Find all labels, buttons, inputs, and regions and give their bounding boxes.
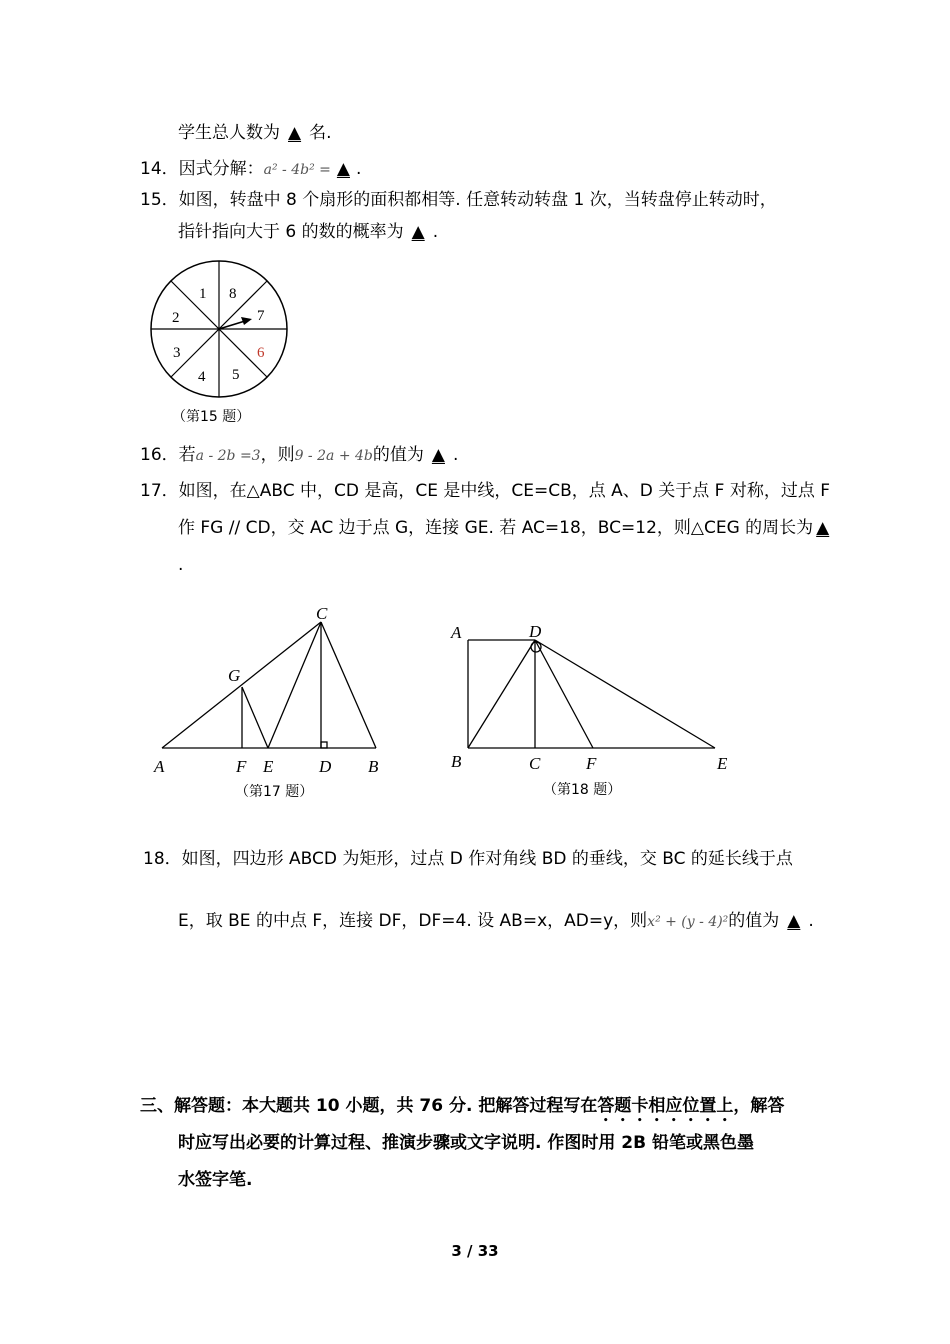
fig18-label-F: F xyxy=(586,754,597,773)
question-17-line3: . xyxy=(178,555,184,575)
q15-after: . xyxy=(432,222,439,242)
fig18-label-B: B xyxy=(451,752,462,771)
q18-text2: E，取 BE 的中点 F，连接 DF，DF=4. 设 AB=x，AD=y，则 xyxy=(178,911,648,931)
q16-expression: 9 - 2a + 4b xyxy=(294,448,373,464)
q15-text2: 指针指向大于 6 的数的概率为 xyxy=(178,222,404,242)
q16-pre: 若 xyxy=(178,445,196,465)
figure-18 xyxy=(445,615,745,780)
q18-number: 18． xyxy=(143,849,182,869)
q17-text1: 如图，在△ABC 中，CD 是高，CE 是中线，CE=CB，点 A、D 关于点 F 对称，过点 F xyxy=(178,481,831,501)
q14-expression: a² - 4b² = xyxy=(263,162,331,178)
q18-caption: （第18 题） xyxy=(543,782,622,798)
question-17-line2 xyxy=(178,516,832,540)
section3-emphasis: 答题卡相应位置上 xyxy=(597,1096,734,1116)
fig18-label-C: C xyxy=(529,754,541,773)
sector-8: 8 xyxy=(229,286,237,302)
q15-number: 15． xyxy=(140,190,179,210)
q16-number: 16． xyxy=(140,445,179,465)
fig17-label-D: D xyxy=(319,757,332,776)
q13-after: 名. xyxy=(309,123,332,143)
q13-tail xyxy=(178,121,331,145)
q16-after: . xyxy=(452,445,459,465)
q16-mid: ，则 xyxy=(260,445,295,465)
figure-17 xyxy=(150,600,390,780)
section3-line1 xyxy=(140,1094,784,1126)
fig17-label-B: B xyxy=(368,757,379,776)
q18-text1: 如图，四边形 ABCD 为矩形，过点 D 作对角线 BD 的垂线，交 BC 的延长线于点 xyxy=(181,849,793,869)
fig18-label-E: E xyxy=(717,754,728,773)
fig17-label-A: A xyxy=(154,757,165,776)
q14-after: . xyxy=(355,159,362,179)
q14-blank: ▲ xyxy=(336,159,350,179)
section3-pre: 三、解答题：本大题共 10 小题，共 76 分. 把解答过程写在 xyxy=(140,1096,598,1116)
fig18-label-D: D xyxy=(529,622,542,641)
q18-post: 的值为 xyxy=(728,911,780,931)
sector-5: 5 xyxy=(232,367,240,383)
section3-line3: 水签字笔. xyxy=(178,1170,253,1190)
fig17-label-E: E xyxy=(263,757,274,776)
fig17-label-C: C xyxy=(316,604,328,623)
q15-caption: （第15 题） xyxy=(172,409,251,425)
q16-post: 的值为 xyxy=(372,445,424,465)
page-number: 3 / 33 xyxy=(451,1242,499,1260)
question-18-line2 xyxy=(178,909,814,934)
q18-expression: x² + (y - 4)² xyxy=(647,914,729,930)
q14-text: 因式分解： xyxy=(178,159,264,179)
fig17-label-G: G xyxy=(228,666,241,685)
q16-blank: ▲ xyxy=(431,445,445,465)
question-15-line1 xyxy=(140,188,777,212)
spinner-figure xyxy=(145,258,295,403)
q15-text1: 如图，转盘中 8 个扇形的面积都相等. 任意转动转盘 1 次，当转盘停止转动时， xyxy=(178,190,777,210)
sector-4: 4 xyxy=(198,369,206,385)
question-16 xyxy=(140,443,458,468)
question-18-line1 xyxy=(143,847,793,871)
q16-condition: a - 2b =3 xyxy=(195,448,261,464)
sector-1: 1 xyxy=(199,286,207,302)
q18-after: . xyxy=(808,911,814,931)
q14-number: 14． xyxy=(140,159,179,179)
section3-line2: 时应写出必要的计算过程、推演步骤或文字说明. 作图时用 2B 铅笔或黑色墨 xyxy=(178,1133,754,1153)
q18-blank: ▲ xyxy=(787,911,801,931)
fig18-label-A: A xyxy=(451,623,462,642)
q17-number: 17． xyxy=(140,481,179,501)
sector-2: 2 xyxy=(172,310,180,326)
fig17-label-F: F xyxy=(236,757,247,776)
section3-post: ，解答 xyxy=(733,1096,785,1116)
pointer-arrowhead xyxy=(241,317,252,325)
q15-blank: ▲ xyxy=(411,222,425,242)
q13-text: 学生总人数为 xyxy=(178,123,280,143)
question-17-line1 xyxy=(140,479,830,503)
sector-6: 6 xyxy=(257,345,265,361)
q17-caption: （第17 题） xyxy=(235,784,314,800)
q17-text2: 作 FG // CD，交 AC 边于点 G，连接 GE. 若 AC=18，BC=12，则△CEG 的周长为 xyxy=(178,518,814,538)
sector-3: 3 xyxy=(173,345,181,361)
q17-blank: ▲ xyxy=(816,518,830,538)
question-15-line2 xyxy=(178,220,438,244)
sector-7: 7 xyxy=(257,308,265,324)
q13-blank: ▲ xyxy=(288,123,302,143)
question-14 xyxy=(140,157,361,182)
